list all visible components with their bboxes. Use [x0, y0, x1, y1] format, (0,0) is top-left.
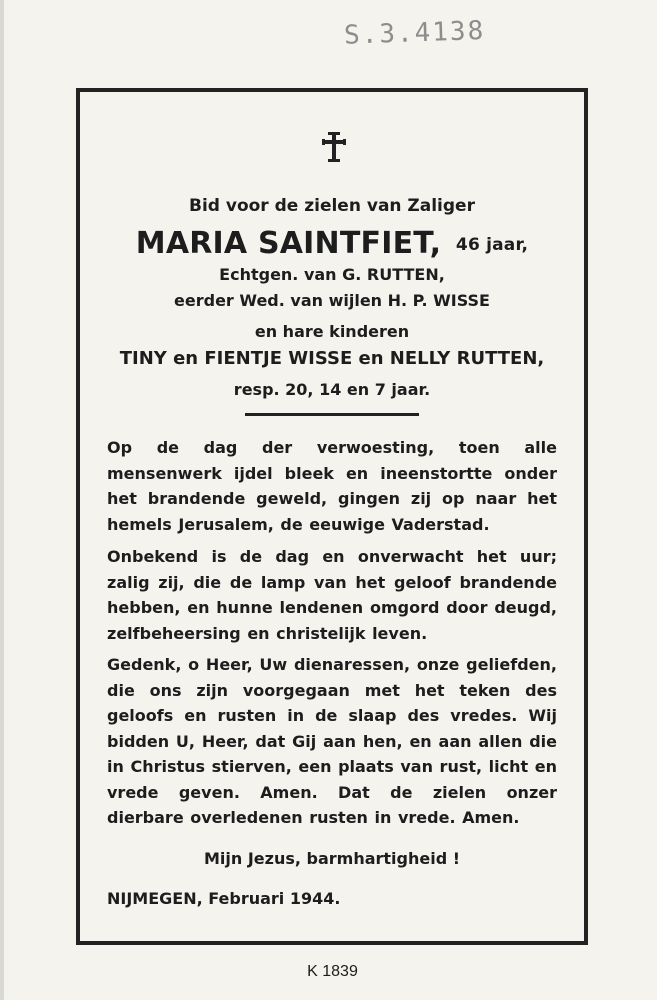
- deceased-name: MARIA SAINTFIET,: [135, 226, 442, 261]
- previous-spouse-line: eerder Wed. van wijlen H. P. WISSE: [174, 291, 490, 310]
- divider-line: [245, 413, 419, 416]
- memorial-paragraph: Gedenk, o Heer, Uw dienaressen, onze geliefden, die ons zijn voorgegaan met het teken des geloofs en rusten in de slaap des vredes. Wij bidden U, Heer, dat Gij aan hen, en aan allen die in Christus stierven, een plaats van rust, licht en vrede geven. Amen. Dat de zielen onzer dierbare overledenen rusten in vrede. Amen.: [107, 655, 557, 827]
- handwritten-reference-number: S.3.4138: [343, 15, 486, 51]
- deceased-name-line: [80, 226, 584, 261]
- children-intro: en hare kinderen: [254, 322, 410, 341]
- latin-cross-icon: [317, 130, 351, 164]
- prayer-intro: Bid voor de zielen van Zaliger: [189, 196, 475, 216]
- closing-prayer: Mijn Jezus, barmhartigheid !: [203, 849, 461, 868]
- card-code: K 1839: [307, 963, 358, 980]
- children-ages: resp. 20, 14 en 7 jaar.: [233, 380, 431, 399]
- memorial-paragraph: Op de dag der verwoesting, toen alle mensenwerk ijdel bleek en ineenstortte onder het brandende geweld, gingen zij op naar het hemels Jerusalem, de eeuwige Vaderstad.: [107, 438, 557, 534]
- children-names: TINY en FIENTJE WISSE en NELLY RUTTEN,: [119, 348, 545, 369]
- black-frame: [76, 88, 588, 945]
- spouse-line: Echtgen. van G. RUTTEN,: [219, 265, 445, 284]
- deceased-age: 46 jaar,: [455, 234, 529, 255]
- place-and-date: NIJMEGEN, Februari 1944.: [107, 889, 341, 908]
- memorial-paragraph: Onbekend is de dag en onverwacht het uur; zalig zij, die de lamp van het geloof brandende hebben, en hunne lendenen omgord door deugd, zelfbeheersing en christelijk leven.: [107, 547, 557, 643]
